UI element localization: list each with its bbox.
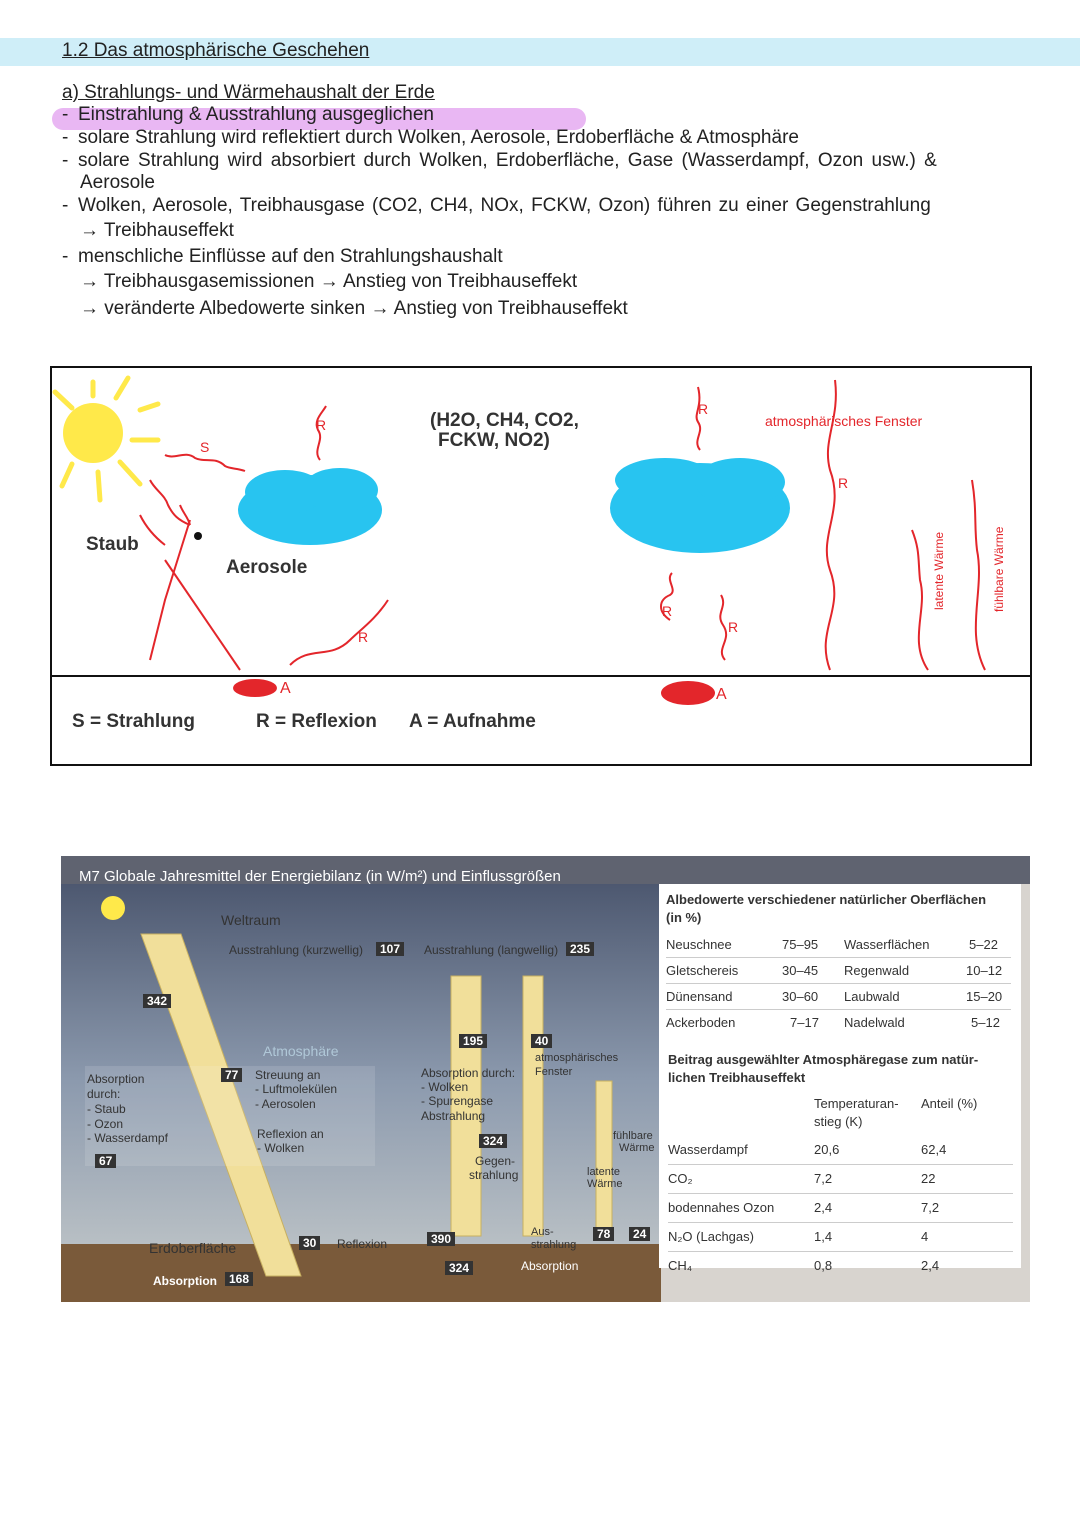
table-row [668,1223,1013,1252]
m7-lang-val: 235 [566,942,594,956]
beitrag-title-1: lichen Treibhauseffekt [668,1070,806,1085]
albedo-cell: 10–12 [966,963,1003,978]
bullet-dash: - [62,246,69,267]
gas-cell: CO₂ [668,1171,693,1186]
m7-67: 67 [95,1154,116,1168]
gas-cell: CH₄ [668,1258,693,1273]
table-row [668,1194,1013,1223]
albedo-cell: Wasserflächen [844,937,930,952]
m7-weltraum: Weltraum [221,912,281,928]
m7-abs-3: - Ozon [87,1117,124,1131]
m7-342: 342 [143,994,171,1008]
m7-78: 78 [593,1227,614,1241]
gas-table [668,1136,1013,1280]
bullet-2: solare Strahlung wird reflektiert durch Wolken, Aerosole, Erdoberfläche & Atmosphäre [78,127,799,148]
albedo-cell: Dünensand [666,989,733,1004]
m7-77: 77 [221,1068,242,1082]
table-row [666,932,1011,958]
gas-cell: Wasserdampf [668,1142,748,1157]
gas-cell: 2,4 [921,1258,940,1273]
m7-fuehlbar-0: fühlbare [613,1130,653,1142]
albedo-cell: Laubwald [844,989,900,1004]
label-a: A [280,680,291,697]
m7-latent-0: latente [587,1166,621,1178]
label-r: R [838,475,849,491]
m7-390: 390 [427,1232,455,1246]
m7-absorption-2: Absorption [521,1259,579,1273]
m7-kurz-val: 107 [376,942,404,956]
m7-abs-0: Absorption [87,1072,145,1086]
m7-gegen-1: strahlung [469,1168,519,1182]
table-row [668,1165,1013,1194]
absorption-spots [233,679,715,705]
m7-abs-4: - Wasserdampf [87,1131,168,1145]
albedo-cell: 5–12 [971,1015,1000,1030]
bullet-4: Wolken, Aerosole, Treibhausgase (CO2, CH4, NOx, FCKW, Ozon) führen zu einer Gegenstrahlung [78,195,931,216]
m7-kurz: Ausstrahlung (kurzwellig) [229,943,364,957]
label-fuehlbare: fühlbare Wärme [992,526,1006,612]
bullet-3-cont: Aerosole [80,172,155,193]
m7-streuung-2: - Aerosolen [255,1097,316,1111]
albedo-cell: 5–22 [969,937,998,952]
m7-reflexion-an-0: Reflexion an [257,1127,324,1141]
gas-cell: 22 [921,1171,936,1186]
albedo-title-0: Albedowerte verschiedener natürlicher Oberflächen [666,892,987,907]
m7-lang: Ausstrahlung (langwellig) [424,943,559,957]
m7-erdoberflaeche: Erdoberfläche [149,1240,237,1256]
gas-cell: 1,4 [814,1229,833,1244]
gas-cell: 7,2 [814,1171,833,1186]
gas-cell: 62,4 [921,1142,947,1157]
label-aerosole: Aerosole [226,557,308,578]
label-latente: latente Wärme [932,531,946,610]
m7-reflexion: Reflexion [337,1237,388,1251]
gas-cell: 4 [921,1229,929,1244]
bullet-5-sub1: → Treibhausgasemissionen → Anstieg von Treibhauseffekt [80,271,578,292]
label-r: R [316,417,327,433]
label-r: R [728,619,739,635]
m7-tables [659,884,1021,1273]
bullet-dash: - [62,195,69,216]
gas-cell: 2,4 [814,1200,833,1215]
m7-absd-0: Absorption durch: [421,1066,516,1080]
cloud-shape [238,458,790,553]
m7-30: 30 [299,1236,320,1250]
gas-cell: 0,8 [814,1258,833,1273]
bullet-dash: - [62,150,69,171]
gas-cell: bodennahes Ozon [668,1200,775,1215]
albedo-cell: 75–95 [782,937,819,952]
legend-a: A = Aufnahme [409,711,536,732]
m7-aus-0: Aus- [531,1226,554,1238]
m7-streuung-0: Streuung an [255,1068,321,1082]
label-fenster: atmosphärisches Fenster [765,413,923,429]
m7-195: 195 [459,1034,487,1048]
label-staub: Staub [86,534,139,555]
table-row [666,984,1011,1010]
m7-168: 168 [225,1272,253,1286]
dust-dot [194,532,202,540]
table-row [666,958,1011,984]
legend-s: S = Strahlung [72,711,195,732]
section-title: a) Strahlungs- und Wärmehaushalt der Erde [62,82,435,103]
albedo-cell: Regenwald [844,963,910,978]
bullet-5-sub2: → veränderte Albedowerte sinken → Anstieg von Treibhauseffekt [80,298,628,319]
bullet-4-cont: → Treibhauseffekt [80,220,234,241]
albedo-cell: 30–60 [782,989,819,1004]
albedo-table [666,932,1011,1035]
m7-324a: 324 [479,1134,507,1148]
m7-324b: 324 [445,1261,473,1275]
albedo-title-1: (in %) [666,910,702,925]
albedo-cell: 15–20 [966,989,1003,1004]
m7-40: 40 [531,1034,552,1048]
table-row [668,1252,1013,1280]
label-gases: (H2O, CH4, CO2, [430,410,579,431]
m7-abs-2: - Staub [87,1102,126,1116]
label-a: A [716,686,727,703]
bullet-dash: - [62,127,69,148]
albedo-cell: Ackerboden [666,1015,736,1030]
m7-gegen-0: Gegen- [475,1154,516,1168]
m7-reflexion-an-1: - Wolken [257,1141,305,1155]
m7-absd-1: - Wolken [421,1080,469,1094]
label-s: S [200,439,210,455]
m7-streuung-1: - Luftmolekülen [255,1082,338,1096]
bullet-3: solare Strahlung wird absorbiert durch Wolken, Erdoberfläche, Gase (Wasserdampf, Ozon usw.) & [78,150,937,171]
albedo-cell: 30–45 [782,963,819,978]
label-r: R [662,603,673,619]
m7-atmosphaere: Atmosphäre [263,1043,339,1059]
m7-title: M7 Globale Jahresmittel der Energiebilanz (in W/m²) und Einflussgrößen [79,868,561,885]
m7-fenster-1: Fenster [535,1066,573,1078]
m7-absd-2: - Spurengase [421,1094,494,1108]
legend-r: R = Reflexion [256,711,377,732]
albedo-cell: Nadelwald [844,1015,905,1030]
m7-latent-1: Wärme [587,1178,623,1190]
label-r: R [698,401,709,417]
col-head-anteil: Anteil (%) [921,1096,978,1111]
col-head-temp-1: stieg (K) [814,1114,863,1129]
albedo-cell: Gletschereis [666,963,739,978]
gas-cell: 7,2 [921,1200,940,1215]
albedo-cell: Neuschnee [666,937,732,952]
table-row [668,1136,1013,1165]
label-r: R [358,629,369,645]
gas-cell: 20,6 [814,1142,840,1157]
m7-fuehlbar-1: Wärme [619,1142,655,1154]
m7-abs-1: durch: [87,1087,121,1101]
sun-icon [55,378,158,500]
gas-cell: N₂O (Lachgas) [668,1229,754,1244]
m7-24: 24 [629,1227,650,1241]
m7-figure [61,856,1030,1302]
m7-absorption: Absorption [153,1274,217,1288]
m7-fenster-0: atmosphärisches [535,1052,619,1064]
page-title: 1.2 Das atmosphärische Geschehen [62,40,370,61]
col-head-temp-0: Temperaturan- [814,1096,899,1111]
albedo-cell: 7–17 [790,1015,819,1030]
table-row [666,1010,1011,1035]
m7-aus-1: strahlung [531,1239,577,1251]
bullet-1: Einstrahlung & Ausstrahlung ausgeglichen [78,104,434,125]
bullet-5: menschliche Einflüsse auf den Strahlungshaushalt [78,246,503,267]
bullet-dash: - [62,104,69,125]
beitrag-title-0: Beitrag ausgewählter Atmosphäregase zum natür- [668,1052,979,1067]
m7-absd-3: Abstrahlung [421,1109,486,1123]
label-gases-2: FCKW, NO2) [438,430,550,451]
